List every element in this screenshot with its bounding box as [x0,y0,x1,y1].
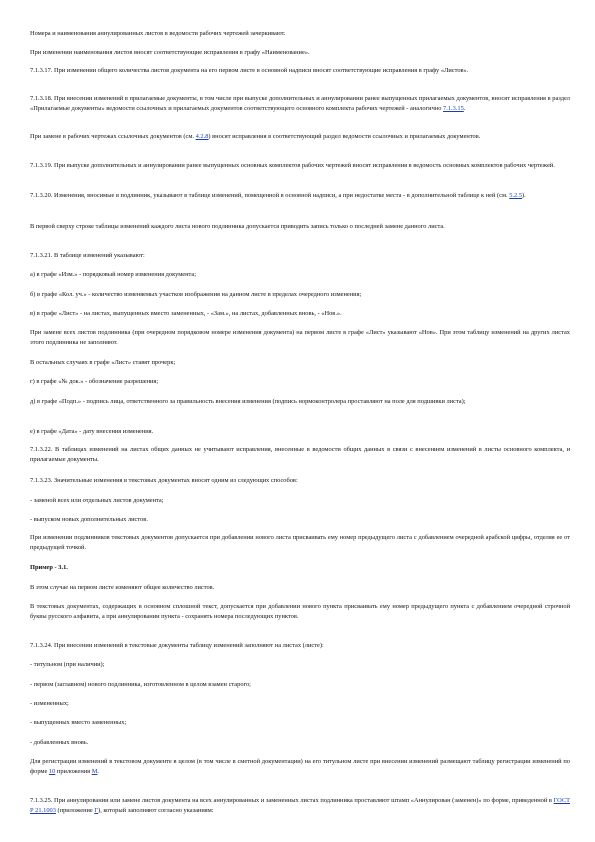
link-7-1-3-15[interactable]: 7.1.3.15 [443,104,464,112]
link-5-2-5[interactable]: 5.2.5 [509,192,523,199]
list-item: в) в графе «Лист» - на листах, выпущенных вместо замененных, - «Зам.», на листах, добавленных вновь, - «Нов.». [30,310,342,317]
paragraph: 7.1.3.21. В таблице изменений указывают: [30,252,145,259]
list-item: г) в графе «№ док.» - обозначение разрешения; [30,378,159,385]
paragraph: 7.1.3.23. Значительные изменения в текстовых документах вносят одним из следующих способов: [30,477,298,484]
list-item: е) в графе «Дата» - дату внесения изменения. [30,428,154,435]
paragraph: 7.1.3.22. В таблицах изменений на листах общих данных не учитывают исправления, внесенные в ведомости общих данных в связи с внесением изменений в листы основного комплекта, и прилагаемые документы. [30,446,570,463]
link-4-2-8[interactable]: 4.2.8 [195,133,209,140]
paragraph: 7.1.3.18. При внесении изменений в прилагаемые документы, в том числе при выпуске дополнительных и аннулировании ранее выпущенных прилагаемых документов, вносят исправления в раздел «Прилагаемые документы» ведомости ссылочных и прилагаемых документов соответствующего основного комплекта рабочих чертежей - аналогично 7.1.3.15. [30,95,570,112]
paragraph: При изменении подлинников текстовых документов допускается при добавлении нового листа присваивать ему номер предыдущего листа с добавлением очередной арабской цифры, отделяя ее от предыдущей точкой. [30,534,570,551]
paragraph: В этом случае на первом листе изменяют общее количество листов. [30,584,215,591]
paragraph: При изменении наименования листов вносят соответствующие исправления в графу «Наименование». [30,49,310,56]
list-item: д) в графе «Подп.» - подпись лица, ответственного за правильность внесения изменения (подпись нормоконтролера проставляют на поле для подшивки листа); [30,398,466,405]
example-label: Пример - 3.1. [30,564,68,571]
list-item: б) в графе «Кол. уч.» - количество изменяемых участков изображения на данном листе в пределах очередного изменения; [30,291,362,298]
paragraph: В текстовых документах, содержащих в основном сплошной текст, допускается при добавлении нового пункта присваивать ему номер предыдущего пункта с добавлением очередной строчной буквы русского алфавита, а при аннулировании пункта - сохранять номера последующих пунктов. [30,603,570,620]
paragraph: 7.1.3.17. При изменении общего количества листов документа на его первом листе в основной надписи вносят соответствующие исправления в графу «Листов». [30,67,469,74]
link-appendix-m[interactable]: М [91,767,98,775]
link-appendix-g[interactable]: Г [94,806,99,814]
link-gost-r-21-1003[interactable]: ГОСТ Р 21.1003 [30,797,570,814]
list-item: - выпущенных вместо замененных; [30,719,127,726]
list-item: - добавленных вновь. [30,739,89,746]
paragraph: 7.1.3.20. Изменения, вносимые в подлинник, указывают в таблице изменений, помещенной в основной надписи, а при недостатке места - в дополнительной таблице к ней (см. 5.2.5). [30,192,526,199]
list-item: - заменой всех или отдельных листов документа; [30,497,164,504]
list-item: - титульном (при наличии); [30,661,105,668]
list-item: - измененных; [30,700,69,707]
paragraph: 7.1.3.24. При внесении изменений в текстовые документы таблицу изменений заполняют на листах (листе): [30,642,324,649]
paragraph: 7.1.3.19. При выпуске дополнительных и аннулировании ранее выпущенных основных комплектов рабочих чертежей вносят исправления в ведомость основных комплектов рабочих чертежей. [30,162,555,169]
list-item: а) в графе «Изм.» - порядковый номер изменения документа; [30,271,197,278]
paragraph: 7.1.3.25. При аннулировании или замене листов документа на всех аннулированных и замененных листах подлинника проставляют штамп «Аннулирован (заменен)» по форме, приведенной в ГОСТ Р 21.1003 (приложение Г), который заполняют согласно указаниям: [30,797,570,814]
paragraph: В первой сверху строке таблицы изменений каждого листа нового подлинника допускается приводить запись только о последней замене данного листа. [30,223,445,230]
paragraph: Номера и наименования аннулированных листов в ведомости рабочих чертежей зачеркивают. [30,30,286,37]
list-item: - выпуском новых дополнительных листов. [30,516,148,523]
paragraph: При замене всех листов подлинника (при очередном порядковом номере изменения документа) на первом листе в графе «Лист» указывают «Нов». При этом таблицу изменений на других листах этого подлинника не заполняют. [30,329,570,346]
paragraph: В остальных случаях в графе «Лист» ставят прочерк; [30,359,176,366]
list-item: - первом (заглавном) нового подлинника, изготовленном в целом взамен старого; [30,681,251,688]
paragraph: Для регистрации изменений в текстовом документе в целом (в том числе в сметной документации) на его титульном листе при внесении изменений размещают таблицу регистрации изменений по форме 10 приложения М. [30,758,570,775]
paragraph: При замене в рабочих чертежах ссылочных документов (см. 4.2.8) вносят исправления в соответствующий раздел ведомости ссылочных и прилагаемых документов. [30,133,481,140]
link-form-10[interactable]: 10 [48,767,56,775]
